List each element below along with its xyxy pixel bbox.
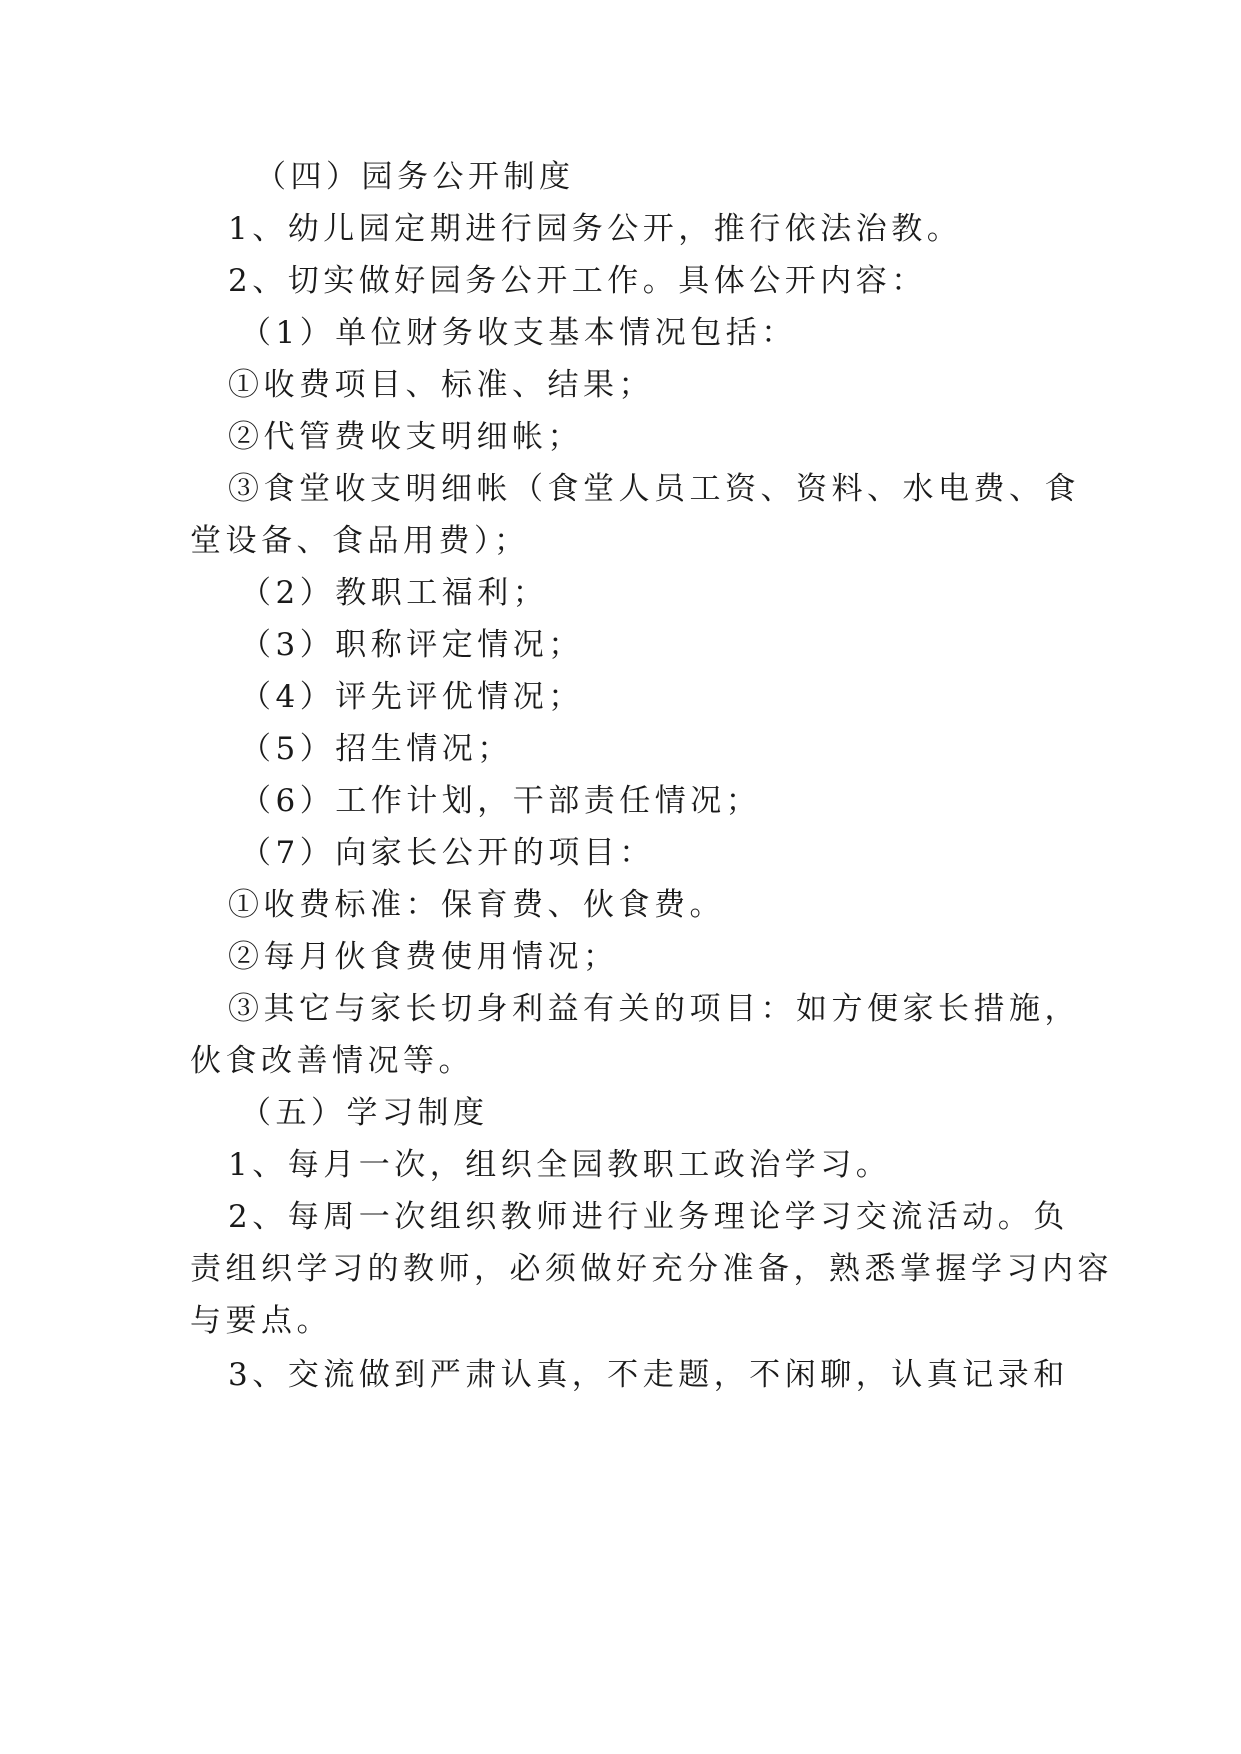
paragraph-line: 堂设备、食品用费）； (190, 523, 530, 559)
paragraph-line: 1、幼儿园定期进行园务公开，推行依法治教。 (228, 211, 963, 247)
paragraph-line: 与要点。 (190, 1303, 332, 1339)
paragraph-line: （6）工作计划，干部责任情况； (240, 783, 762, 819)
section-heading-five: （五）学习制度 (240, 1095, 489, 1131)
paragraph-line: 2、每周一次组织教师进行业务理论学习交流活动。负 (228, 1199, 1069, 1235)
paragraph-line: ①收费项目、标准、结果； (228, 367, 654, 403)
paragraph-line: 3、交流做到严肃认真，不走题，不闲聊，认真记录和 (228, 1357, 1069, 1393)
paragraph-line: （2）教职工福利； (240, 575, 549, 611)
paragraph-line: 1、每月一次，组织全园教职工政治学习。 (228, 1147, 892, 1183)
paragraph-line: 2、切实做好园务公开工作。具体公开内容： (228, 263, 927, 299)
paragraph-line: （5）招生情况； (240, 731, 513, 767)
paragraph-line: （7）向家长公开的项目： (240, 835, 655, 871)
paragraph-line: （1）单位财务收支基本情况包括： (240, 315, 797, 351)
paragraph-line: ③其它与家长切身利益有关的项目：如方便家长措施， (228, 991, 1080, 1027)
paragraph-line: ②代管费收支明细帐； (228, 419, 583, 455)
paragraph-line: 责组织学习的教师，必须做好充分准备，熟悉掌握学习内容 (190, 1251, 1113, 1287)
paragraph-line: 伙食改善情况等。 (190, 1043, 474, 1079)
paragraph-line: ③食堂收支明细帐（食堂人员工资、资料、水电费、食 (228, 471, 1080, 507)
section-heading-four: （四）园务公开制度 (255, 159, 575, 195)
paragraph-line: ①收费标准：保育费、伙食费。 (228, 887, 725, 923)
paragraph-line: （4）评先评优情况； (240, 679, 584, 715)
paragraph-line: （3）职称评定情况； (240, 627, 584, 663)
paragraph-line: ②每月伙食费使用情况； (228, 939, 619, 975)
